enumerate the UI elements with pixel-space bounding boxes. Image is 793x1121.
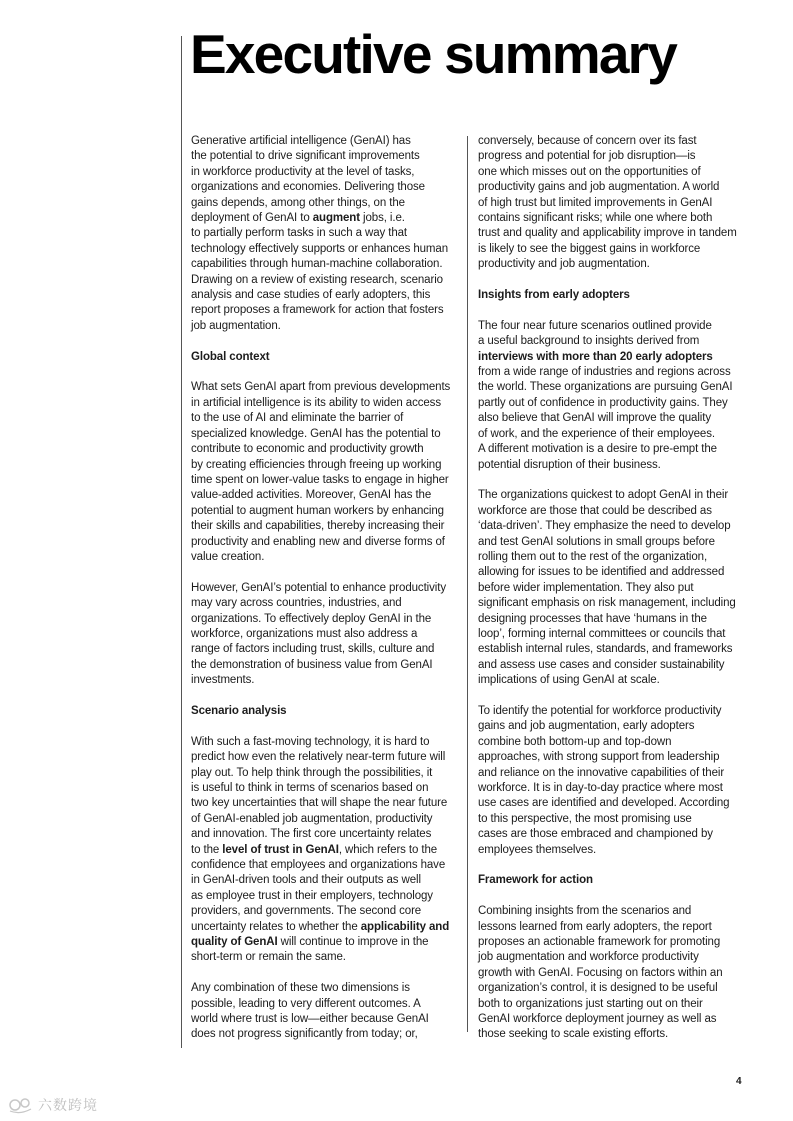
text-line: Drawing on a review of existing research, scenario (191, 273, 443, 286)
text-line: Generative artificial intelligence (GenAI) has (191, 135, 411, 147)
text-line: is useful to think in terms of scenarios based on (191, 781, 429, 794)
page-title: Executive summary (190, 23, 677, 85)
text-line: specialized knowledge. GenAI has the potential to (191, 427, 441, 440)
text-line: workforce are those that could be described as (478, 504, 712, 517)
text-line: rolling them out to the rest of the organization, (478, 550, 708, 563)
text-line: potential disruption of their business. (478, 458, 661, 471)
text-line: The four near future scenarios outlined provide (478, 319, 712, 332)
text-line: to this perspective, the most promising use (478, 812, 692, 825)
global-context-paragraph-2 (191, 581, 461, 689)
text-line: of GenAI-enabled job augmentation, productivity (191, 812, 433, 825)
text-line: as employee trust in their employers, technology (191, 889, 433, 902)
text-line: value-added activities. Moreover, GenAI has the (191, 489, 432, 502)
text-line: technology effectively supports or enhances human (191, 242, 448, 255)
text-line: is likely to see the biggest gains in workforce (478, 242, 701, 255)
left-column (191, 134, 461, 1058)
text-line: organization’s control, it is designed to be useful (478, 982, 718, 995)
text-line: time spent on lower-value tasks to engage in higher (191, 473, 449, 486)
text-line: in workforce productivity at the level of tasks, (191, 165, 415, 178)
watermark-text: 六数跨境 (38, 1097, 98, 1113)
text-line: their skills and capabilities, thereby increasing their (191, 520, 445, 533)
emphasis: interviews with more than 20 early adopters (478, 350, 713, 363)
text-line: the world. These organizations are pursuing GenAI (478, 381, 733, 394)
text-line: ‘data-driven’. They emphasize the need to develop (478, 520, 731, 533)
text-line: confidence that employees and organizations have (191, 859, 446, 872)
text-line: approaches, with strong support from leadership (478, 751, 720, 764)
framework-paragraph (478, 904, 750, 1043)
text-line: the demonstration of business value from GenAI (191, 658, 433, 671)
text-line: quality of GenAI will continue to improve in the (191, 936, 429, 949)
text-line: allowing for issues to be identified and addressed (478, 566, 725, 579)
text-line: may vary across countries, industries, and (191, 597, 402, 610)
text-line: significant emphasis on risk management, including (478, 597, 736, 610)
text-line: With such a fast-moving technology, it is hard to (191, 735, 430, 748)
text-line: by creating efficiencies through freeing up working (191, 458, 442, 471)
emphasis: quality of GenAI (191, 936, 278, 949)
text-line: productivity gains and job augmentation. A world (478, 181, 720, 194)
text-line: productivity and enabling new and diverse forms of (191, 535, 445, 548)
text-line: To identify the potential for workforce productivity (478, 704, 722, 717)
text-line: gains depends, among other things, on the (191, 196, 405, 209)
text-line: contains significant risks; while one where both (478, 212, 713, 225)
text-line: investments. (191, 674, 255, 687)
page-number: 4 (736, 1076, 742, 1087)
text-line: productivity and job augmentation. (478, 258, 650, 271)
text-line: short-term or remain the same. (191, 951, 346, 964)
global-context-paragraph-1 (191, 380, 461, 565)
text-line: The organizations quickest to adopt GenAI in their (478, 489, 729, 502)
text-line: workforce. It is in day-to-day practice where most (478, 782, 723, 794)
text-line: deployment of GenAI to augment jobs, i.e. (191, 212, 405, 225)
text-line: to partially perform tasks in such a way that (191, 227, 408, 240)
text-line: analysis and case studies of early adopters, this (191, 289, 431, 302)
text-line: loop’, forming internal committees or councils that (478, 627, 726, 640)
text-line: use cases are identified and developed. According (478, 797, 730, 810)
text-line: employees themselves. (478, 843, 597, 856)
intro-paragraph (191, 134, 461, 334)
text-line: those seeking to scale existing efforts. (478, 1028, 669, 1041)
text-line: workforce, organizations must also address a (191, 627, 418, 640)
emphasis: level of trust in GenAI (222, 843, 339, 856)
text-line: also believe that GenAI will improve the quality (478, 412, 711, 425)
watermark-logo-icon (8, 1096, 34, 1114)
insights-paragraph-1 (478, 319, 750, 473)
text-line: organizations and economies. Delivering those (191, 181, 425, 194)
text-line: to the use of AI and eliminate the barrier of (191, 412, 404, 425)
text-line: trust and quality and applicability improve in tandem (478, 227, 737, 240)
column-divider-rule (467, 136, 468, 1032)
text-line: proposes an actionable framework for promoting (478, 936, 721, 949)
text-line: to the level of trust in GenAI, which refers to the (191, 843, 438, 856)
text-line: possible, leading to very different outcomes. A (191, 997, 421, 1010)
text-line: Any combination of these two dimensions is (191, 982, 410, 995)
text-line: gains and job augmentation, early adopters (478, 720, 695, 733)
text-line: report proposes a framework for action that fosters (191, 304, 444, 317)
text-line: GenAI workforce deployment journey as well as (478, 1013, 717, 1026)
text-line: before wider implementation. They also put (478, 581, 694, 594)
text-line: potential to augment human workers by enhancing (191, 504, 444, 517)
text-line: from a wide range of industries and regions across (478, 366, 731, 379)
text-line: establish internal rules, standards, and frameworks (478, 643, 733, 656)
text-line: A different motivation is a desire to pre-empt the (478, 443, 717, 456)
text-line: value creation. (191, 550, 265, 563)
text-line: in artificial intelligence is its ability to widen access (191, 396, 441, 409)
continued-paragraph (478, 134, 750, 273)
text-line: in GenAI-driven tools and their outputs as well (191, 874, 421, 887)
text-line: growth with GenAI. Focusing on factors within an (478, 966, 723, 979)
text-line: partly out of confidence in productivity gains. They (478, 396, 728, 409)
text-line: However, GenAI’s potential to enhance productivity (191, 581, 446, 594)
text-line: and assess use cases and consider sustainability (478, 658, 725, 671)
text-line: predict how even the relatively near-term future will (191, 751, 446, 764)
text-line: providers, and governments. The second core (191, 905, 422, 918)
text-line: conversely, because of concern over its fast (478, 135, 697, 147)
text-line: Combining insights from the scenarios and (478, 905, 692, 918)
insights-heading: Insights from early adopters (478, 289, 630, 302)
text-line: and innovation. The first core uncertainty relates (191, 828, 432, 841)
text-line: of work, and the experience of their employees. (478, 427, 715, 440)
text-line: cases are those embraced and championed by (478, 828, 713, 841)
emphasis: applicability and (360, 920, 450, 933)
text-line (478, 350, 750, 365)
insights-paragraph-3 (478, 704, 750, 858)
text-line: job augmentation and workforce productivity (478, 951, 699, 964)
text-line: designing processes that have ‘humans in the (478, 612, 707, 625)
text-line: contribute to economic and productivity growth (191, 443, 424, 456)
text-line: and test GenAI solutions in small groups before (478, 535, 715, 548)
text-line: lessons learned from early adopters, the report (478, 920, 712, 933)
framework-heading: Framework for action (478, 874, 593, 887)
scenario-paragraph-2 (191, 981, 461, 1043)
text-line: of high trust but limited improvements in GenAI (478, 196, 713, 209)
text-line: play out. To help think through the possibilities, it (191, 766, 433, 779)
text-line: both to organizations just starting out on their (478, 997, 703, 1010)
text-line: one which misses out on the opportunities of (478, 165, 701, 178)
text-line: world where trust is low—either because GenAI (191, 1013, 429, 1026)
text-line: does not progress significantly from today; or, (191, 1028, 418, 1041)
insights-paragraph-2 (478, 488, 750, 688)
text-line: and reliance on the innovative capabilities of their (478, 766, 725, 779)
text-line: organizations. To effectively deploy GenAI in the (191, 612, 432, 625)
emphasis: augment (312, 212, 360, 225)
text-line: progress and potential for job disruption—is (478, 150, 696, 163)
scenario-paragraph-1 (191, 735, 461, 966)
text-line: a useful background to insights derived from (478, 335, 700, 348)
text-line: the potential to drive significant improvements (191, 150, 420, 163)
watermark (8, 1092, 118, 1118)
text-line: implications of using GenAI at scale. (478, 674, 660, 687)
global-context-heading: Global context (191, 350, 270, 363)
text-line: job augmentation. (191, 319, 281, 332)
left-margin-rule (181, 36, 182, 1048)
text-line: range of factors including trust, skills, culture and (191, 643, 435, 656)
text-line: combine both bottom-up and top-down (478, 735, 672, 748)
scenario-analysis-heading: Scenario analysis (191, 704, 287, 717)
text-line: two key uncertainties that will shape the near future (191, 797, 448, 810)
text-line: What sets GenAI apart from previous developments (191, 381, 451, 394)
text-line: uncertainty relates to whether the applicability and (191, 920, 450, 933)
right-column (478, 134, 750, 1058)
text-line: capabilities through human-machine collaboration. (191, 258, 443, 271)
